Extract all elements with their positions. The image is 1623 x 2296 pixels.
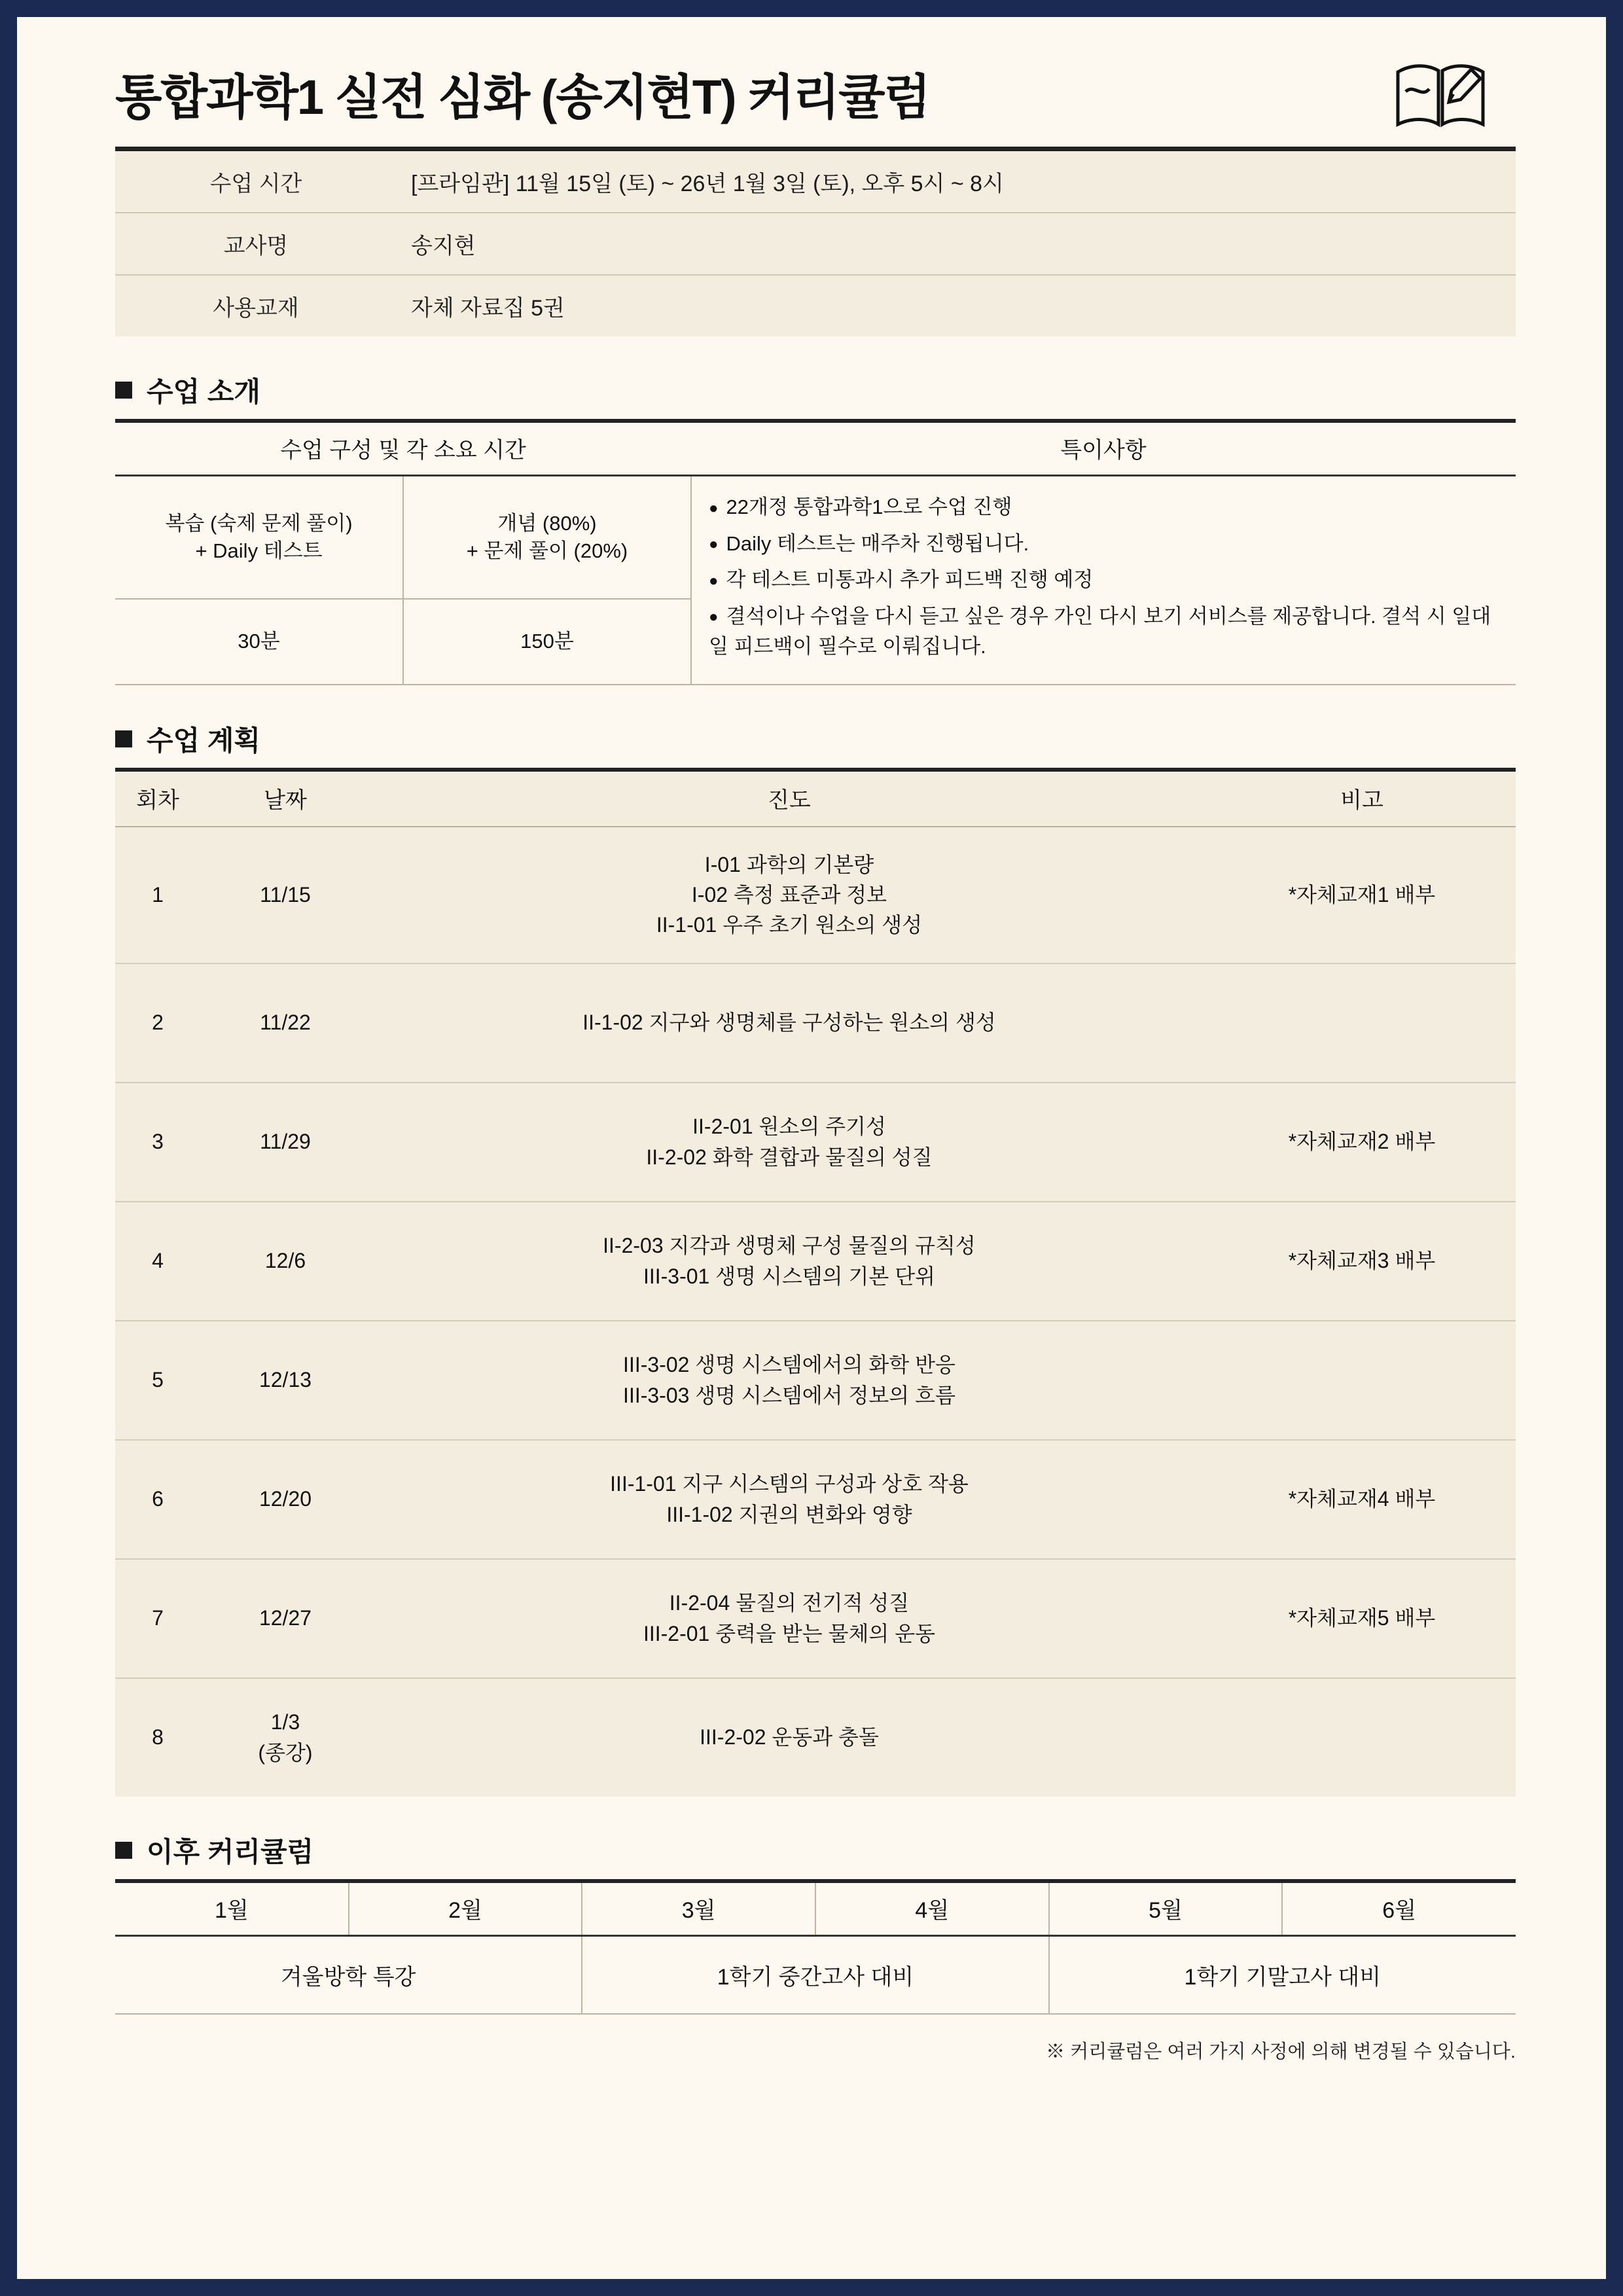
- intro-note-1: ● 22개정 통합과학1으로 수업 진행: [709, 495, 1012, 518]
- table-row: [115, 1321, 1516, 1440]
- plan-cell-remark: *자체교재4 배부: [1208, 1440, 1516, 1559]
- plan-cell-date: 11/15: [200, 827, 370, 963]
- future-month-4: 4월: [815, 1883, 1049, 1936]
- plan-cell-remark: *자체교재1 배부: [1208, 827, 1516, 963]
- future-month-1: 1월: [115, 1883, 349, 1936]
- plan-cell-date: 12/6: [200, 1202, 370, 1321]
- section-heading-plan: [115, 719, 1516, 759]
- title-row: [115, 51, 1516, 141]
- plan-cell-content: I-01 과학의 기본량 I-02 측정 표준과 정보 II-1-01 우주 초기 원소의 생성: [370, 827, 1208, 963]
- info-value-textbook: 자체 자료집 5권: [411, 296, 565, 321]
- plan-cell-content: III-2-02 운동과 충돌: [700, 1725, 879, 1749]
- future-month-2: 2월: [349, 1883, 582, 1936]
- info-label-time: 수업 시간: [115, 151, 397, 213]
- plan-cell-remark: *자체교재5 배부: [1208, 1559, 1516, 1678]
- plan-cell-content: II-2-01 원소의 주기성 II-2-02 화학 결합과 물질의 성질: [370, 1083, 1208, 1202]
- plan-cell-content: II-2-03 지각과 생명체 구성 물질의 규칙성 III-3-01 생명 시스템의 기본 단위: [370, 1202, 1208, 1321]
- intro-cell-review-duration: 30분: [115, 599, 403, 685]
- intro-table: [115, 423, 1516, 685]
- course-info-table: [115, 151, 1516, 336]
- page-title: 통합과학1 실전 심화 (송지현T) 커리큘럼: [115, 70, 930, 124]
- intro-cell-review: [115, 476, 403, 599]
- plan-cell-remark: *자체교재3 배부: [1208, 1202, 1516, 1321]
- square-bullet-icon: [115, 382, 132, 399]
- bullet-dot-icon: ●: [709, 499, 719, 517]
- bullet-dot-icon: ●: [709, 571, 719, 590]
- info-row-time: [115, 151, 1516, 213]
- future-body-row: [115, 1935, 1516, 2014]
- intro-head-left: 수업 구성 및 각 소요 시간: [115, 423, 691, 476]
- info-row-textbook: [115, 275, 1516, 336]
- section-title-future: 이후 커리큘럼: [147, 1836, 314, 1867]
- intro-cell-concept-line1: 개념 (80%): [497, 512, 597, 535]
- intro-cell-concept: [403, 476, 691, 599]
- plan-cell-remark: *자체교재2 배부: [1208, 1083, 1516, 1202]
- future-block-midterm: 1학기 중간고사 대비: [582, 1935, 1048, 2014]
- intro-cell-review-line1: 복습 (숙제 문제 풀이): [165, 512, 353, 535]
- future-block-final: 1학기 기말고사 대비: [1049, 1935, 1516, 2014]
- plan-cell-no: 7: [115, 1559, 200, 1678]
- square-bullet-icon: [115, 1842, 132, 1859]
- plan-cell-no: 1: [115, 827, 200, 963]
- plan-cell-date: 11/29: [200, 1083, 370, 1202]
- plan-cell-no: 5: [115, 1321, 200, 1440]
- intro-cell-review-line2: + Daily 테스트: [195, 539, 323, 562]
- info-label-teacher: 교사명: [115, 213, 397, 275]
- table-row: [115, 1440, 1516, 1559]
- plan-col-content: 진도: [370, 772, 1208, 827]
- intro-head-right: 특이사항: [691, 423, 1516, 476]
- future-month-6: 6월: [1282, 1883, 1516, 1936]
- plan-cell-no: 3: [115, 1083, 200, 1202]
- plan-cell-date: 12/20: [200, 1440, 370, 1559]
- intro-header-row: [115, 423, 1516, 476]
- section-heading-intro: [115, 370, 1516, 410]
- footnote: ※ 커리큘럼은 여러 가지 사정에 의해 변경될 수 있습니다.: [1046, 2041, 1516, 2062]
- document-page: [17, 17, 1606, 2279]
- intro-cell-concept-line2: + 문제 풀이 (20%): [466, 539, 628, 562]
- section-title-intro: 수업 소개: [147, 376, 260, 407]
- info-label-textbook: 사용교재: [213, 296, 299, 321]
- future-curriculum-table: [115, 1883, 1516, 2015]
- plan-col-date: 날짜: [200, 772, 370, 827]
- intro-row-1: [115, 476, 1516, 599]
- table-row: [115, 1083, 1516, 1202]
- table-row: [115, 827, 1516, 963]
- plan-cell-no: 2: [115, 963, 200, 1083]
- plan-cell-content: II-1-02 지구와 생명체를 구성하는 원소의 생성: [370, 963, 1208, 1083]
- plan-cell-date: 12/27: [200, 1559, 370, 1678]
- intro-note-2: ● Daily 테스트는 매주차 진행됩니다.: [709, 531, 1029, 555]
- future-block-winter: 겨울방학 특강: [115, 1935, 582, 2014]
- plan-cell-content: II-2-04 물질의 전기적 성질 III-2-01 중력을 받는 물체의 운동: [370, 1559, 1208, 1678]
- info-row-teacher: [115, 213, 1516, 275]
- info-value-time: [프라임관] 11월 15일 (토) ~ 26년 1월 3일 (토), 오후 5시 ~ 8시: [397, 151, 1516, 213]
- intro-cell-concept-duration: 150분: [403, 599, 691, 685]
- future-header-row: [115, 1883, 1516, 1936]
- square-bullet-icon: [115, 730, 132, 747]
- table-row: [115, 1559, 1516, 1678]
- bullet-dot-icon: ●: [709, 608, 719, 626]
- plan-cell-no: 6: [115, 1440, 200, 1559]
- table-row: [115, 1678, 1516, 1797]
- plan-cell-remark: [1208, 963, 1516, 1083]
- table-row: [115, 1202, 1516, 1321]
- plan-cell-date: 11/22: [200, 963, 370, 1083]
- plan-cell-no: 8: [152, 1725, 164, 1749]
- info-value-teacher: 송지현: [397, 213, 1516, 275]
- plan-col-remark: 비고: [1208, 772, 1516, 827]
- plan-cell-content: III-1-01 지구 시스템의 구성과 상호 작용 III-1-02 지권의 변화와 영향: [370, 1440, 1208, 1559]
- table-row: [115, 963, 1516, 1083]
- section-heading-future: [115, 1831, 1516, 1870]
- bullet-dot-icon: ●: [709, 535, 719, 554]
- intro-notes-cell: [691, 476, 1516, 685]
- intro-note-3: ● 각 테스트 미통과시 추가 피드백 진행 예정: [709, 568, 1094, 591]
- plan-cell-remark: [1208, 1321, 1516, 1440]
- intro-note-4: ● 결석이나 수업을 다시 듣고 싶은 경우 가인 다시 보기 서비스를 제공합니다. 결석 시 일대일 피드백이 필수로 이뤄집니다.: [709, 604, 1491, 658]
- section-title-plan: 수업 계획: [147, 725, 260, 756]
- document-content: [115, 51, 1516, 2064]
- open-book-pencil-icon: [1391, 51, 1489, 136]
- plan-cell-date: 1/3 (종강): [258, 1710, 313, 1765]
- plan-cell-no: 4: [115, 1202, 200, 1321]
- future-month-3: 3월: [582, 1883, 815, 1936]
- plan-cell-content: III-3-02 생명 시스템에서의 화학 반응 III-3-03 생명 시스템에서 정보의 흐름: [370, 1321, 1208, 1440]
- plan-cell-date: 12/13: [200, 1321, 370, 1440]
- plan-cell-remark: [1208, 1678, 1516, 1797]
- plan-header-row: [115, 772, 1516, 827]
- title-divider: [115, 147, 1516, 151]
- future-month-5: 5월: [1049, 1883, 1283, 1936]
- plan-col-no: 회차: [115, 772, 200, 827]
- class-plan-table: [115, 772, 1516, 1797]
